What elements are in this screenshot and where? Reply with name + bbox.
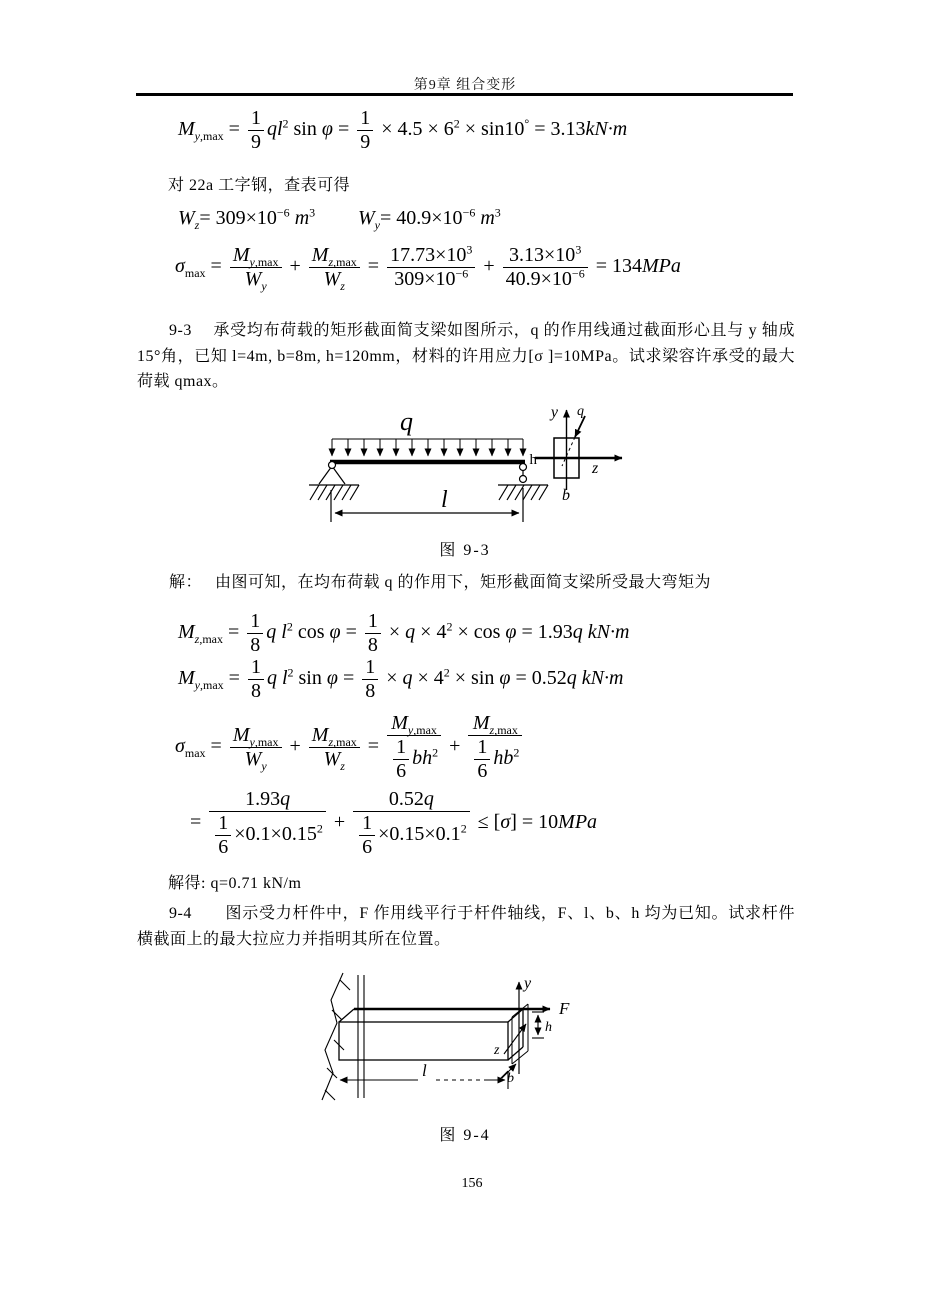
fraction-numerator xyxy=(474,736,490,760)
math-token: q l xyxy=(266,667,288,690)
math-token: = 40.9×10 xyxy=(380,207,463,229)
fraction xyxy=(387,712,441,783)
math-token: 2 xyxy=(446,619,453,634)
math-token: MPa xyxy=(641,255,681,278)
math-token: ,max xyxy=(494,723,518,737)
math-token: y xyxy=(249,255,255,269)
math-token: ,max xyxy=(333,735,357,749)
math-token: σ xyxy=(175,255,185,278)
equation-wz xyxy=(178,207,315,230)
math-token: 309×10 xyxy=(394,268,456,290)
math-token: 8 xyxy=(250,634,261,656)
math-token: = xyxy=(362,255,385,278)
z-axis-label: z xyxy=(494,1043,500,1058)
fraction xyxy=(365,610,381,657)
math-token: m xyxy=(289,207,310,229)
math-token: φ xyxy=(326,667,338,690)
math-token: + xyxy=(444,735,466,758)
math-token: ,max xyxy=(254,735,279,749)
fraction-denominator xyxy=(359,836,375,859)
h-label: h xyxy=(529,452,537,468)
math-token: 2 xyxy=(443,665,450,680)
fraction-numerator xyxy=(230,724,282,748)
fraction xyxy=(248,107,264,154)
math-token: q l xyxy=(266,621,287,644)
math-token: q xyxy=(280,788,291,810)
cross-section xyxy=(530,404,623,504)
math-token: z xyxy=(340,759,345,773)
math-token: = xyxy=(223,621,245,644)
math-token: = xyxy=(337,667,360,690)
math-token: × sin xyxy=(449,667,500,690)
math-token: ,max xyxy=(333,255,357,269)
page-number: 156 xyxy=(461,1176,483,1191)
math-token: 6 xyxy=(218,836,229,858)
problem-9-4-text: 9-4 图示受力杆件中，F 作用线平行于杆件轴线，F、l、b、h 均为已知。试求杆件横截面上的最大拉应力并指明其所在位置。 xyxy=(137,905,795,948)
math-token: 17.73×10 xyxy=(390,244,467,266)
math-token: kN·m xyxy=(585,118,628,141)
math-token: M xyxy=(311,244,329,266)
math-token: 1 xyxy=(218,812,229,834)
distributed-load xyxy=(332,439,523,456)
math-token: z xyxy=(328,255,334,269)
math-token: = xyxy=(362,735,385,758)
math-token: z xyxy=(328,735,334,749)
equation-sigma-check xyxy=(190,788,597,859)
fraction xyxy=(215,812,231,859)
fraction xyxy=(230,244,282,291)
math-token: M xyxy=(178,667,195,690)
y-axis-label: y xyxy=(550,404,558,421)
math-token: 0.52 xyxy=(388,788,424,810)
math-token: × cos xyxy=(452,621,506,644)
math-token: max xyxy=(184,266,206,281)
math-token: q kN·m xyxy=(572,621,630,644)
h-label: h xyxy=(545,1020,552,1035)
math-token: 1 xyxy=(477,736,488,758)
math-token: × 4.5 × 6 xyxy=(376,118,454,141)
math-token: y xyxy=(194,678,200,693)
math-token: ×0.1×0.15 xyxy=(234,823,317,846)
fraction xyxy=(357,107,373,154)
math-token: 9 xyxy=(360,131,371,153)
math-token: 2 xyxy=(432,745,439,760)
math-token: q xyxy=(423,788,434,810)
math-token: M xyxy=(232,724,250,746)
pin-support xyxy=(309,462,359,501)
fraction-denominator xyxy=(387,268,475,291)
math-token: ,max xyxy=(200,129,224,144)
math-token: sin xyxy=(293,667,327,690)
steel-note: 对 22a 工字钢，查表可得 xyxy=(168,177,351,194)
math-token: ] = 10 xyxy=(510,811,559,834)
fraction-denominator xyxy=(230,268,282,291)
math-token: 8 xyxy=(365,680,376,702)
math-token: y xyxy=(261,279,267,293)
math-token: M xyxy=(311,724,329,746)
math-token: q xyxy=(405,621,416,644)
fraction-numerator xyxy=(357,107,373,131)
span-label-l: l xyxy=(441,487,448,513)
header-rule xyxy=(136,93,793,96)
math-token: + xyxy=(478,255,500,278)
math-token: ×0.15×0.1 xyxy=(378,823,461,846)
math-token: W xyxy=(244,268,262,290)
math-token: 1 xyxy=(362,812,373,834)
fraction-numerator xyxy=(309,244,360,268)
math-token: = xyxy=(223,667,245,690)
math-token: W xyxy=(323,268,341,290)
load-label-q: q xyxy=(400,407,413,436)
math-token: max xyxy=(184,746,206,761)
math-token: W xyxy=(178,207,195,229)
math-token: + xyxy=(284,735,306,758)
math-token: φ xyxy=(499,667,511,690)
fraction xyxy=(230,724,282,771)
math-token: φ xyxy=(321,118,333,141)
math-token: z xyxy=(489,723,495,737)
math-token: 1 xyxy=(250,610,261,632)
math-token: W xyxy=(244,748,262,770)
math-token: = xyxy=(205,735,227,758)
fraction xyxy=(468,712,522,783)
math-token: 1 xyxy=(250,107,261,129)
math-token: ,max xyxy=(199,632,224,647)
math-token: 2 xyxy=(316,821,323,836)
math-token: = xyxy=(190,811,207,834)
math-token: 9 xyxy=(250,131,261,153)
math-token: W xyxy=(358,207,375,229)
math-token: 3 xyxy=(309,205,316,220)
span-dimension xyxy=(331,488,523,522)
equation-sigma-max xyxy=(175,712,525,783)
fraction-denominator xyxy=(248,131,264,154)
fraction xyxy=(359,812,375,859)
math-token: 2 xyxy=(286,619,293,634)
math-token: φ xyxy=(329,621,341,644)
math-token: 6 xyxy=(362,836,373,858)
math-token: q xyxy=(402,667,413,690)
h-dimension xyxy=(532,1012,544,1038)
fraction-denominator xyxy=(353,812,470,859)
math-token: 2 xyxy=(287,665,294,680)
math-token: W xyxy=(323,748,341,770)
page-header: 第9章 组合变形 xyxy=(413,78,517,93)
fraction-numerator xyxy=(393,736,409,760)
math-token: y xyxy=(261,759,267,773)
figure-9-3 xyxy=(295,400,645,540)
math-token: φ xyxy=(505,621,517,644)
math-token: ≤ [ xyxy=(472,811,501,834)
fraction-numerator xyxy=(503,244,588,268)
fraction xyxy=(503,244,588,291)
fraction-denominator xyxy=(230,748,282,771)
fraction xyxy=(474,736,490,783)
math-token: 2 xyxy=(460,821,467,836)
figure-9-4 xyxy=(310,968,650,1118)
math-token: 3 xyxy=(575,242,582,257)
math-token: 1 xyxy=(250,656,261,678)
fraction-denominator xyxy=(309,748,360,771)
load-direction-arrow xyxy=(575,416,585,437)
math-token: bh xyxy=(412,747,433,770)
math-token: −6 xyxy=(276,205,290,220)
math-token: hb xyxy=(493,747,514,770)
math-token: y xyxy=(194,129,200,144)
math-token: × 4 xyxy=(412,667,444,690)
math-token: = 1.93 xyxy=(516,621,573,644)
math-token: y xyxy=(249,735,255,749)
fraction-denominator xyxy=(393,760,409,783)
b-label: b xyxy=(562,487,570,504)
math-token: = 3.13 xyxy=(529,118,586,141)
fraction xyxy=(309,724,360,771)
math-token: q kN·m xyxy=(566,667,624,690)
math-token: 6 xyxy=(396,760,407,782)
math-token: ql xyxy=(266,118,283,141)
span-label-l: l xyxy=(422,1061,427,1080)
fraction-denominator xyxy=(247,634,263,657)
math-token: = xyxy=(223,118,245,141)
math-token: z xyxy=(194,632,200,647)
fraction-numerator xyxy=(247,610,263,634)
math-token: cos xyxy=(292,621,330,644)
math-token: −6 xyxy=(462,205,476,220)
fraction-numerator xyxy=(309,724,360,748)
math-token: = 134 xyxy=(590,255,642,278)
fraction-numerator xyxy=(209,788,326,812)
math-token: × xyxy=(383,621,406,644)
math-token: = xyxy=(340,621,362,644)
math-token: −6 xyxy=(455,266,469,281)
math-token: ,max xyxy=(413,723,437,737)
fraction xyxy=(393,736,409,783)
fraction-denominator xyxy=(365,634,381,657)
math-token: ,max xyxy=(254,255,279,269)
math-token: sin xyxy=(288,118,322,141)
equation-wy xyxy=(358,207,501,230)
fraction-denominator xyxy=(474,760,490,783)
fraction-denominator xyxy=(248,680,264,703)
equation-my-max-steel xyxy=(178,107,627,154)
equation-my-max xyxy=(178,656,623,703)
math-token: 8 xyxy=(367,634,378,656)
math-token: × 4 xyxy=(415,621,447,644)
result-line: 解得: q=0.71 kN/m xyxy=(168,875,302,892)
figure-9-4-caption: 图 9-4 xyxy=(439,1127,491,1144)
math-token: + xyxy=(328,811,351,834)
math-token: z xyxy=(340,279,345,293)
math-token: 2 xyxy=(513,745,520,760)
fraction-numerator xyxy=(362,656,378,680)
fraction xyxy=(248,656,264,703)
math-token: 1 xyxy=(365,656,376,678)
fraction xyxy=(387,244,475,291)
equation-mz-max xyxy=(178,610,629,657)
y-axis-label: y xyxy=(524,975,532,992)
fraction xyxy=(247,610,263,657)
math-token: + xyxy=(284,255,306,278)
fraction-denominator xyxy=(209,812,326,859)
figure-9-3-caption: 图 9-3 xyxy=(439,542,491,559)
fraction-numerator xyxy=(353,788,470,812)
fraction-denominator xyxy=(309,268,360,291)
b-label: b xyxy=(507,1071,514,1086)
fraction-numerator xyxy=(468,712,522,736)
math-token: M xyxy=(178,118,195,141)
math-token: ,max xyxy=(200,678,224,693)
fraction-numerator xyxy=(365,610,381,634)
fraction-numerator xyxy=(387,712,441,736)
math-token: × xyxy=(381,667,403,690)
section-load-label: q xyxy=(577,404,584,419)
math-token: σ xyxy=(500,811,511,834)
math-token: 1 xyxy=(367,610,378,632)
fraction-denominator xyxy=(503,268,588,291)
fraction-denominator xyxy=(362,680,378,703)
math-token: 1.93 xyxy=(245,788,281,810)
fraction-numerator xyxy=(387,244,475,268)
math-token: = 0.52 xyxy=(510,667,567,690)
fraction-numerator xyxy=(248,656,264,680)
math-token: 6 xyxy=(477,760,488,782)
math-token: MPa xyxy=(558,811,598,834)
math-token: 2 xyxy=(282,116,289,131)
math-token: = xyxy=(205,255,227,278)
math-token: M xyxy=(391,712,408,734)
math-token: 8 xyxy=(250,680,261,702)
math-token: M xyxy=(178,621,195,644)
problem-9-3-text: 9-3 承受均布荷载的矩形截面简支梁如图所示，q 的作用线通过截面形心且与 y 轴成15°角，已知 l=4m, b=8m, h=120mm，材料的许用应力[σ ]=10MPa。试求梁容许承受的最大荷载 qmax。 xyxy=(137,322,795,390)
equation-sigma-max-steel xyxy=(175,244,681,291)
fraction-denominator xyxy=(357,131,373,154)
math-token: −6 xyxy=(571,266,585,281)
math-token: 3.13×10 xyxy=(509,244,576,266)
math-token: y xyxy=(407,723,414,737)
fraction-numerator xyxy=(359,812,375,836)
math-token: m xyxy=(475,207,495,229)
math-token: × sin10 xyxy=(459,118,525,141)
solution-intro: 解： 由图可知，在均布荷载 q 的作用下，矩形截面简支梁所受最大弯矩为 xyxy=(169,574,712,591)
math-token: ° xyxy=(524,116,530,131)
math-token: z xyxy=(194,218,200,232)
force-label-F: F xyxy=(559,999,570,1018)
math-token: M xyxy=(232,244,250,266)
math-token: σ xyxy=(175,735,185,758)
fraction-denominator xyxy=(215,836,231,859)
math-token: M xyxy=(472,712,490,734)
math-token: 1 xyxy=(360,107,371,129)
fraction xyxy=(353,788,470,859)
fraction xyxy=(209,788,326,859)
fraction-numerator xyxy=(215,812,231,836)
fraction-denominator xyxy=(387,736,441,783)
load-line-dashed xyxy=(562,437,575,466)
math-token: = 309×10 xyxy=(199,207,277,229)
fraction-numerator xyxy=(248,107,264,131)
fraction xyxy=(309,244,360,291)
math-token: 40.9×10 xyxy=(505,268,572,290)
fraction xyxy=(362,656,378,703)
fraction-numerator xyxy=(230,244,282,268)
fraction-denominator xyxy=(468,736,522,783)
math-token: = xyxy=(332,118,355,141)
math-token: y xyxy=(374,218,380,232)
z-axis-label: z xyxy=(592,460,599,477)
math-token: 3 xyxy=(494,205,501,220)
math-token: 1 xyxy=(396,736,407,758)
math-token: 2 xyxy=(453,116,460,131)
wall xyxy=(322,973,364,1100)
math-token: 3 xyxy=(466,242,473,257)
